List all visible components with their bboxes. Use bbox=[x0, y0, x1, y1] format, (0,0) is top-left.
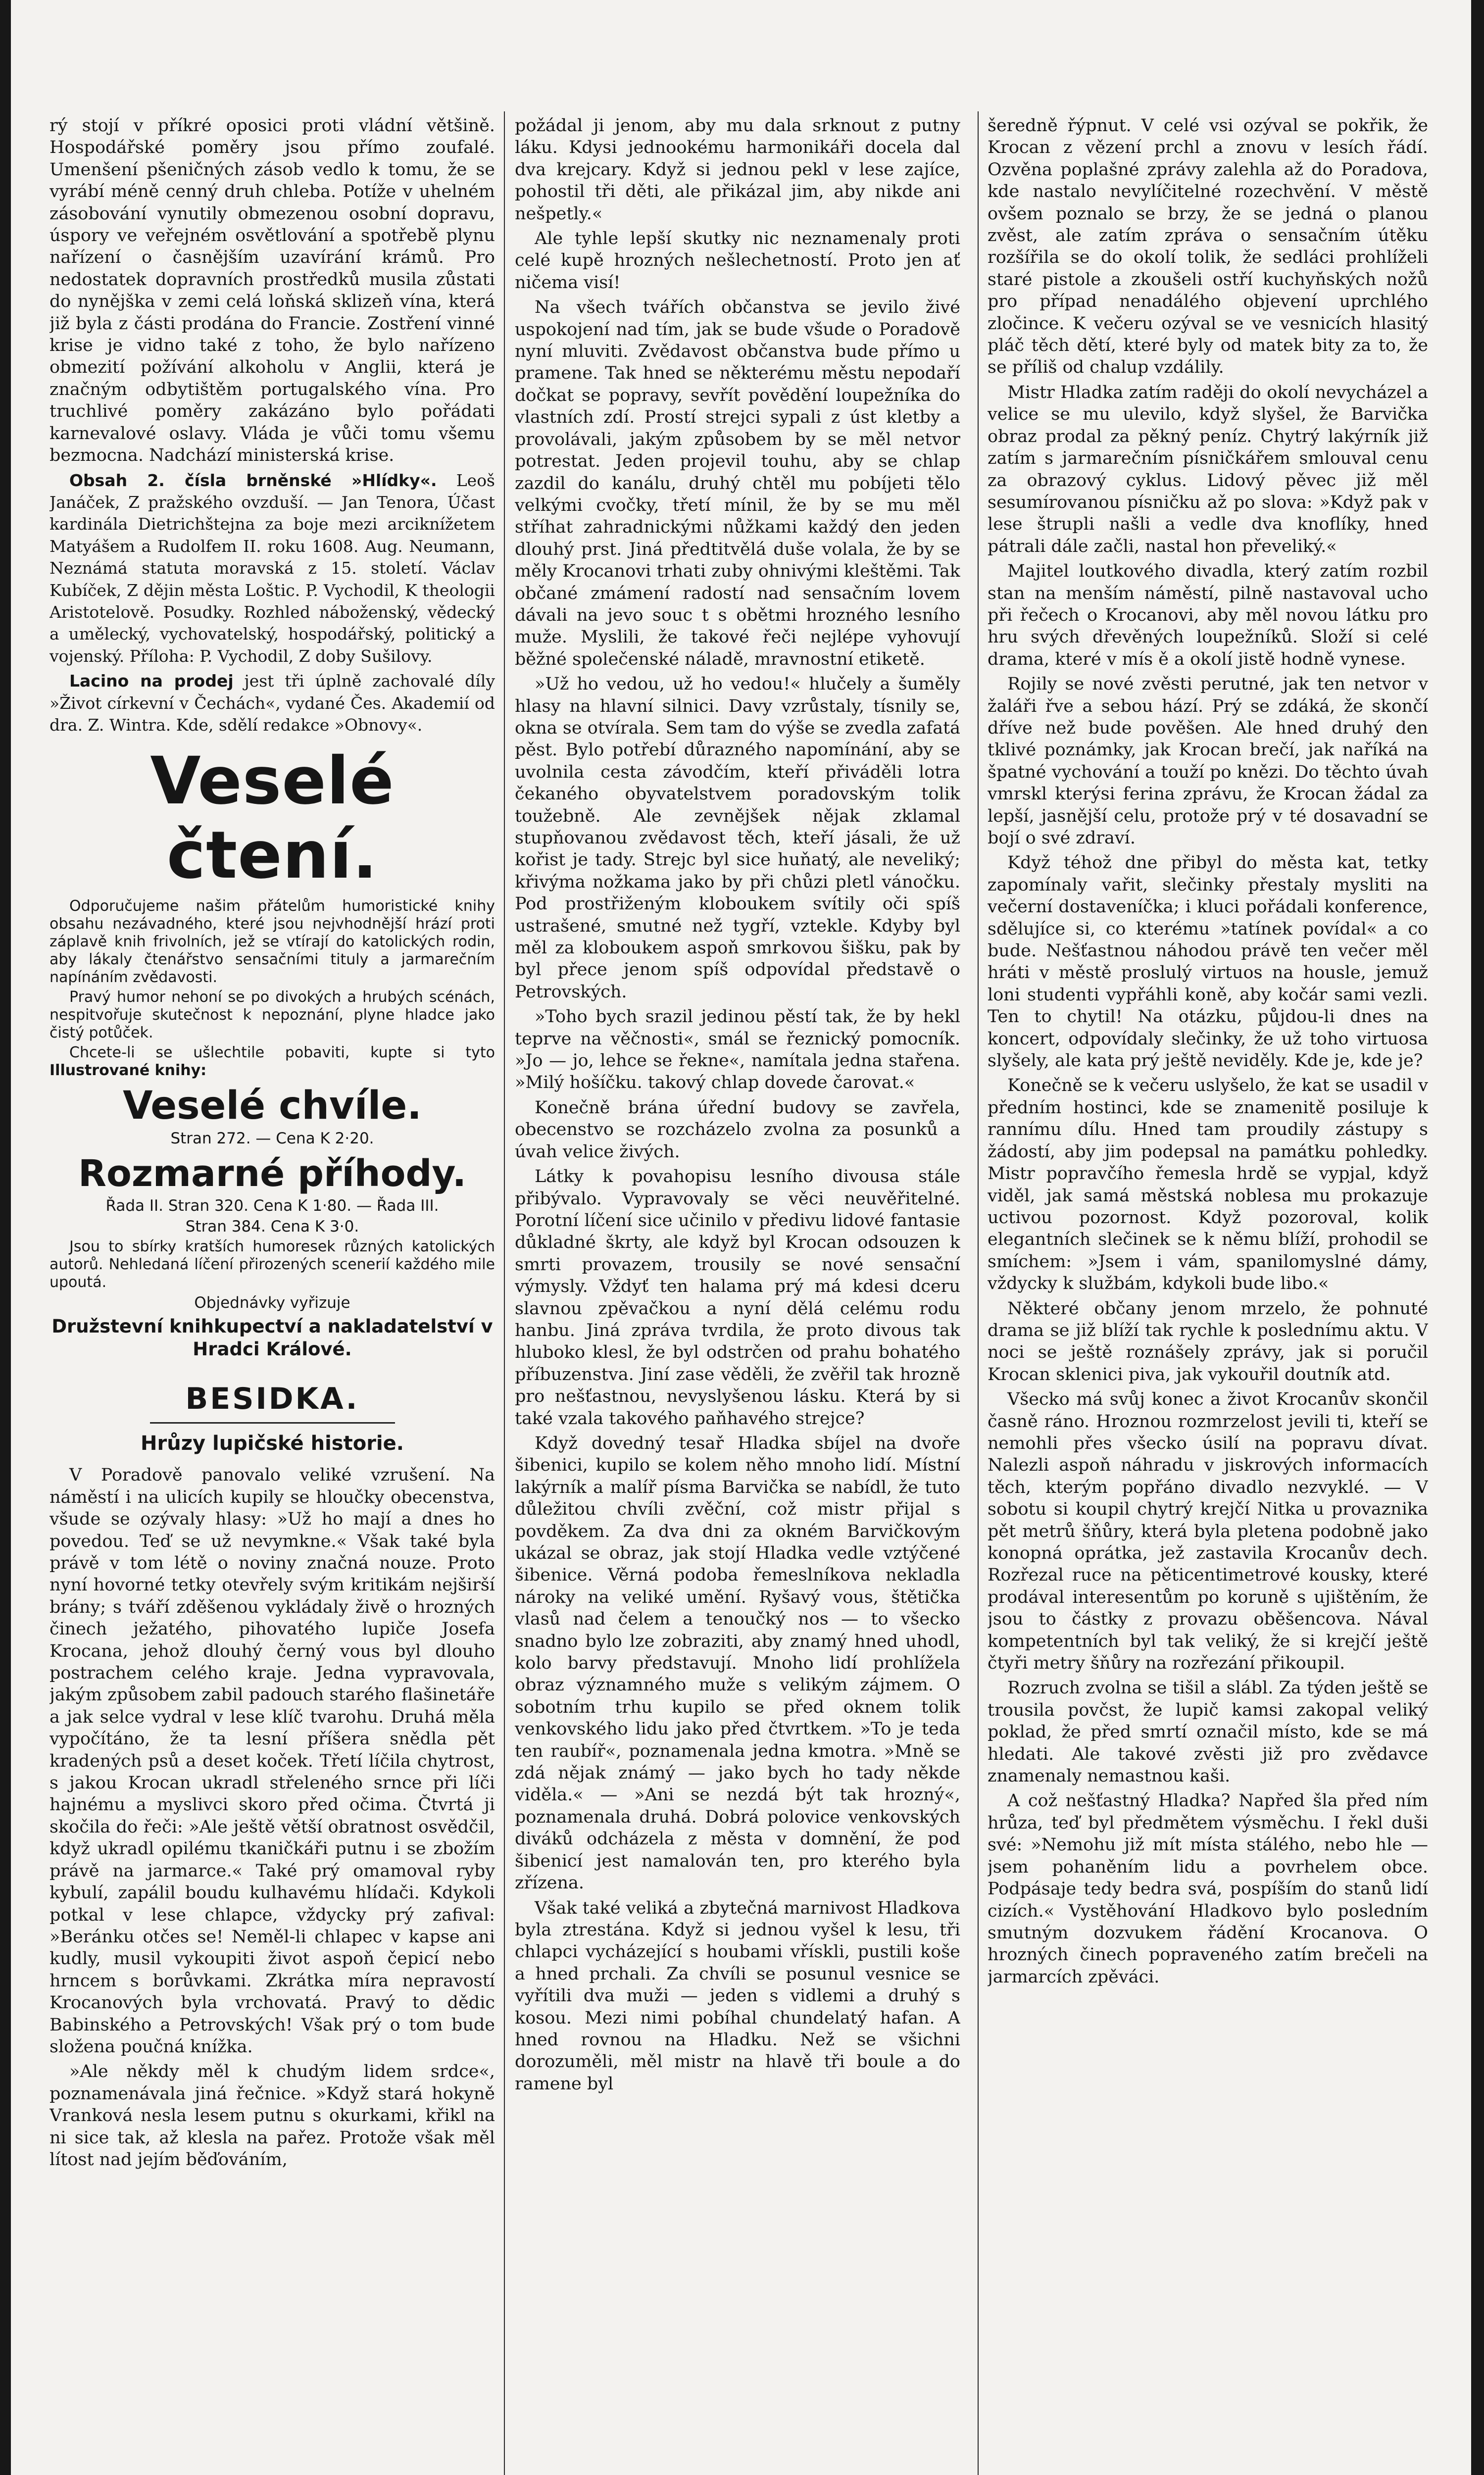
story-paragraph: A což nešťastný Hladka? Napřed šla před ním hrůza, teď byl předmětem výsměchu. I řekl duši své: »Nemohu již mít místa stálého, nebo hle — jsem pohaněním lidu a povrhelem obce. Podpásaje tedy bedra svá, pospíším do stanů lidí cizích.« Vystěhování Hladkovo bylo posledním smutným dozvukem řádění Krocanova. O hrozných činech popraveného zatím brečeli na jarmarcích zpěváci. bbox=[988, 1791, 1428, 1987]
section-heading: BESIDKA. bbox=[185, 1382, 359, 1417]
advert-paragraph: Pravý humor nehoní se po divokých a hrubých scénách, nespitvořuje skutečnost k nepoznání, plyne hladce jako čistý potůček. bbox=[49, 989, 495, 1042]
story-paragraph: Rojily se nové zvěsti perutné, jak ten netvor v žaláři řve a sebou hází. Prý se zdáká, že skončí dříve než bude pověšen. Ale hned druhý den tklivé poznámky, jak Krocan brečí, jak naříká na špatné vychování a touží po knězi. Do těchto úvah vmrskl kterýsi ferina zprávu, že Krocan žádal za lepší, jasnější celu, protože prý v té dosavadní se bojí o své zdraví. bbox=[988, 674, 1428, 848]
hlidka-contents-heading: Obsah 2. čísla brněnské »Hlídky«. bbox=[69, 470, 437, 490]
sale-notice-heading: Lacino na prodej bbox=[69, 671, 234, 691]
book-info-2b: Stran 384. Cena K 3·0. bbox=[185, 1218, 359, 1236]
sale-notice-body: jest tři úplně zachovalé díly »Život církevní v Čechách«, vydané Čes. Akademií od dra. Z. Wintra. Kde, sdělí redakce »Obnovy«. bbox=[49, 671, 495, 735]
story-paragraph: šeredně řýpnut. V celé vsi ozýval se pokřik, že Krocan z vězení prchl a znovu v lesích řádí. Ozvěna poplašné zprávy zalehla až do Poradova, kde nastalo nevylíčitelné rozechvění. V městě ovšem poznalo se brzy, že se jedná o planou zvěst, ale zatím zpráva o sensačním útěku rozšířila se do okolí tolik, že sedláci prohlíželi staré pistole a zkoušeli ostří kuchyňských nožů pro případ nenadálého objevení uprchlého zločince. K večeru ozýval se ve vesnicích hlasitý pláč těch dětí, které byly od matek bity za to, že se příliš od chalup vzdálily. bbox=[988, 116, 1428, 378]
story-paragraph: V Poradově panovalo veliké vzrušení. Na náměstí i na ulicích kupily se hloučky obecenstva, všude se ozývaly hlasy: »Už ho mají a dnes ho povedou. Teď se už nevymkne.« Však také byla právě v tom létě o noviny značná nouze. Proto nyní hovorné tetky otevřely svým kritikám nejširší brány; s tváří zděšenou vykládaly živě o hrozných činech ježatého, pihovatého lupiče Josefa Krocana, jehož dlouhý černý vous byl dlouho postrachem celého kraje. Jedna vypravovala, jakým způsobem zabil padouch starého flašinetáře a jak selce vydral v lese klíč tvarohu. Druhá měla vypočítáno, že ta lesní příšera snědla pět kradených psů a deset koček. Třetí líčila chytrost, s jakou Krocan ukradl střeleného srnce při líči hajnému a myslivci skoro před očima. Čtvrtá ji skočila do řeči: »Ale ještě větší obratnost osvědčil, když ukradl opilému tkaničkáři putnu i se zbožím právě na jarmarce.« Také prý omamoval ryby kybulí, zapálil boudu kulhavému hlídači. Kdykoli potkal v lese chlapce, vždycky prý zafival: »Beránku otčes se! Neměl-li chlapec v kapse ani kudly, musil vykoupiti život aspoň čepicí nebo hrncem s borůvkami. Zkrátka míra nepravostí Krocanových byla vrchovatá. Pravý to dědic Babinského a Petrovských! Však prý o tom bude složena poučná knížka. bbox=[49, 1465, 495, 2057]
book-title-2: Rozmarné příhody. bbox=[78, 1152, 466, 1195]
advert-paragraph: Jsou to sbírky kratších humoresek různých katolických autorů. Nehledaná líčení přirozených scenerií každého mile upoutá. bbox=[49, 1238, 495, 1291]
story-paragraph: Látky k povahopisu lesního divousa stále přibývalo. Vypravovaly se věci neuvěřitelné. Porotní líčení sice učinilo v předivu lidové fantasie důkladné škrty, ale když byl Krocan odsouzen k smrti provazem, trousily se nové sensační výmysly. Vždyť ten halama prý má kdesi dceru slavnou zpěvačkou a nyní dělá celému rodu hanbu. Jiná zpráva tvrdila, že proto divous tak hluboko klesl, že byl odstrčen od prahu bohatého příbuzenstva. Jiní zase věděli, že zvěřil tak hrozně pro nešťastnou, nevyslyšenou lásku. Která by si také vzala takového paňhavého strejce? bbox=[515, 1167, 960, 1429]
advert-paragraph bbox=[49, 1044, 495, 1080]
column-1 bbox=[49, 115, 495, 2475]
story-paragraph: Když dovedný tesař Hladka sbíjel na dvoře šibenici, kupilo se kolem něho mnoho lidí. Místní lakýrník a malíř písma Barvička se nabídl, že tuto důležitou chvíli zvěční, což mistr přijal s povděkem. Za dva dni za okném Barvičkovým ukázal se obraz, jak stojí Hladka vedle vztýčené šibenice. Věrná podoba řemeslníkova nekladla nároky na veliké umění. Ryšavý vous, štětička vlasů nad čelem a tenoučký nos — to všecko snadno bylo lze zobraziti, aby znamý hned uhodl, kolo barvy představují. Mnoho lidí prohlížela obraz významného muže s velikým zájmem. O sobotním trhu kupilo se před oknem tolik venkovského lidu jako před čtvrtkem. »To je teda ten raubíř«, poznamenala jedna kmotra. »Mně se zdá nějak známý — jako bych ho tady někde viděla.« — »Ani se nezdá být tak hrozný«, poznamenala druhá. Dobrá polovice venkovských diváků odcházela z města v domnění, že pod šibenicí jest namalován ten, pro kterého byla zřízena. bbox=[515, 1433, 960, 1893]
story-paragraph: Majitel loutkového divadla, který zatím rozbil stan na menším náměstí, pilně nastavoval ucho při řečech o Krocanovi, aby měl novou látku pro hru svých dřevěných loupežníků. Složí si celé drama, které v mís ě a okolí jistě hodně vynese. bbox=[988, 561, 1428, 669]
story-paragraph: Když téhož dne přibyl do města kat, tetky zapomínaly vařit, slečinky přestaly mysliti na večerní dostaveníčka; i kluci pořádali konference, sdělujíce si, co kterému »tatínek povídal« a co bude. Nešťastnou náhodou právě ten večer měl hráti v městě proslulý virtuos na housle, jemuž loni studenti vypřáhli koně, aby kočár sami vezli. Ten to chytil! Na otázku, půjdou-li dnes na koncert, odpovídaly slečinky, že už toho virtuosa slyšely, ale kata prý ještě neviděly. Kde je, kde je? bbox=[988, 853, 1428, 1071]
story-paragraph: Mistr Hladka zatím raději do okolí nevycházel a velice se mu ulevilo, když slyšel, že Barvička obraz prodal za pěkný peníz. Chytrý lakýrník již zatím s jarmarečním písničkářem smlouval cenu za obrazový cyklus. Lidový pěvec již měl sesumírovanou písničku až po slova: »Když pak v lese štrupli našli a vedle dva knoflíky, hned pátrali dále začli, nastal hon převeliký.« bbox=[988, 382, 1428, 556]
politics-paragraph: rý stojí v příkré oposici proti vládní většině. Hospodářské poměry jsou přímo zoufalé. Umenšení pšeničných zásob vedlo k tomu, že se vyrábí méně cenný druh chleba. Potíže v uhelném zásobování vynutily obmezenou osobní dopravu, úspory ve veřejném osvětlování a spotřebě plynu nařízení o časnějším uzavírání krámů. Pro nedostatek dopravních prostředků musila zůstati do nynějška v zemi celá loňská sklizeň vína, která již byla z části prodána do Francie. Zostření vinné krise je vidno také z toho, že bylo nařízeno obmezití požívání alkoholu v Anglii, která je značným odbytištěm portugalského vína. Pro truchlivé poměry zakázáno bylo pořádati karnevalové oslavy. Vláda je vůči tomu všemu bezmocna. Nadchází ministerská krise. bbox=[49, 116, 495, 466]
story-paragraph: Některé občany jenom mrzelo, že pohnuté drama se již blíží tak rychle k poslednímu aktu. V noci se ještě roznášely zprávy, jak si poručil Krocan sklenici piva, jak vykouřil doutník atd. bbox=[988, 1298, 1428, 1385]
column-rule bbox=[504, 111, 505, 2475]
story-paragraph: Konečně brána úřední budovy se zavřela, obecenstvo se rozcházelo zvolna za posunků a úvah velice živých. bbox=[515, 1097, 960, 1162]
advert-cta: Chcete-li se ušlechtile pobaviti, kupte si tyto bbox=[69, 1044, 495, 1062]
advert-cta-bold: Illustrované knihy: bbox=[49, 1062, 207, 1080]
section-divider bbox=[150, 1422, 395, 1424]
story-paragraph: Na všech tvářích občanstva se jevilo živé uspokojení nad tím, jak se bude všude o Poradově nyní mluviti. Zvědavost občanstva bude přímo u pramene. Tak hned se některému městu nepodaří dočkat se popravy, sevřít povědění loupežníka do vlastních zdí. Prostí strejci sypali z úst kletby a provolávali, jakým způsobem by se měl netvor potrestat. Jeden projevil touhu, aby se chlap zazdil do kanálu, druhý chtěl mu pobíjeti tělo velkými cvočky, třetí mínil, že by se mu měl stříhat zahradnickými nůžkami každý den jeden dlouhý prst. Jiná předtitvělá duše volala, že by se měly Krocanovi trhati zuby ohnivými kleštěmi. Tak občané zmámení radostí nad sensačním lovem dávali na jevo souc t s obětmi hrozného lesního muže. Myslili, že takové řeči nejlépe vyhovují běžné společenské náladě, mravnostní etiketě. bbox=[515, 297, 960, 669]
column-2 bbox=[515, 115, 960, 2475]
story-paragraph: Rozruch zvolna se tišil a slábl. Za týden ještě se trousila povčst, že lupič kamsi zakopal veliký poklad, že před smrtí označil místo, kde se má hledati. Ale takové zvěsti již pro zvědavce znamenaly nemastnou kaši. bbox=[988, 1678, 1428, 1786]
scan-edge-left bbox=[0, 0, 11, 2475]
hlidka-contents bbox=[49, 470, 495, 668]
publisher-name: Družstevní knihkupectví a nakladatelství v Hradci Králové. bbox=[51, 1316, 493, 1360]
scan-edge-right bbox=[1471, 0, 1484, 2475]
story-paragraph: »Už ho vedou, už ho vedou!« hlučely a šuměly hlasy na hlavní silnici. Davy vzrůstaly, tísnily se, okna se otvírala. Sem tam do výše se zvedla zafatá pěst. Bylo potřebí důrazného napomínání, aby se uvolnila cesta závodčím, kteří přiváděli lotra čekaného obyvatelstvem poradovským tolik toužebně. Ale zevnějšek nějak zklamal stupňovanou zvědavost těch, kteří jásali, že už kořist je tady. Strejc byl sice huňatý, ale neveliký; křivýma nožkama jako by při chůzi pletl vánočku. Pod prostřiženým kloboukem svítily oči spíš ustrašené, smutné než tygří, vztekle. Kdyby byl měl za kloboukem aspoň smrkovou šišku, pak by byl přece jenom spíš odpovídal představě o Petrovských. bbox=[515, 674, 960, 1002]
story-paragraph: Konečně se k večeru uslyšelo, že kat se usadil v předním hostinci, kde se znamenitě posiluje k rannímu dílu. Hned tam proudily zástupy s žádostí, aby jim podepsal na památku pohledky. Mistr popravčího řemesla hrdě se vypjal, když viděl, jak samá městská noblesa mu prokazuje uctivou pozornost. Když pozoroval, kolik elegantních slečinek se k němu blíží, prohodil se smíchem: »Jsem i vám, spanilomyslné dámy, vždycky k službám, kdykoli bude libo.« bbox=[988, 1076, 1428, 1294]
story-paragraph: Ale tyhle lepší skutky nic neznamenaly proti celé kupě hrozných nešlechetností. Proto jen ať ničema visí! bbox=[515, 229, 960, 293]
story-paragraph: »Ale někdy měl k chudým lidem srdce«, poznamenávala jiná řečnice. »Když stará hokyně Vranková nesla lesem putnu s okurkami, křikl na ni sice tak, až klesla na pařez. Protože však měl lítost nad jejím běďováním, bbox=[49, 2062, 495, 2170]
sale-notice bbox=[49, 670, 495, 736]
column-rule bbox=[978, 111, 979, 2475]
book-info-2: Řada II. Stran 320. Cena K 1·80. — Řada III. bbox=[105, 1197, 439, 1215]
hlidka-contents-body: Leoš Janáček, Z pražského ovzduší. — Jan Tenora, Účast kardinála Dietrichštejna za boje mezi arciknížetem Matyášem a Rudolfem II. roku 1608. Aug. Neumann, Neznámá statuta moravská z 15. století. Václav Kubíček, Z dějin města Loštic. P. Vychodil, K theologii Aristotelově. Posudky. Rozhled náboženský, vědecký a umělecký, vychovatelský, hospodářský, politický a vojenský. Příloha: P. Vychodil, Z doby Sušilovy. bbox=[49, 470, 495, 666]
column-3 bbox=[988, 115, 1428, 2475]
story-paragraph: Však také veliká a zbytečná marnivost Hladkova byla ztrestána. Když si jednou vyšel k lesu, tři chlapci vycházející s houbami vřískli, pustili koše a hned prchali. Za chvíli se posunul vesnice se vyřítili dva muži — jeden s vidlemi a druhý s kosou. Mezi nimi pobíhal chundelatý hafan. A hned rovnou na Hladku. Než se všichni dorozuměli, měl mistr na hlavě tři boule a do ramene byl bbox=[515, 1898, 960, 2094]
story-paragraph: Všecko má svůj konec a život Krocanův skončil časně ráno. Hroznou rozmrzelost jevili ti, kteří se nemohli přes všecko úsilí na popravu dívat. Nalezli aspoň náhradu v jiskrových informacích těch, kterým popřáno divadlo nezvyklé. — V sobotu si koupil chytrý krejčí Nitka u provaznika pět metrů šňůry, která byla pletena podobně jako konopná oprátka, jež zastavila Krocanův dech. Rozřezal ruce na pěticentimetrové kousky, které prodával interesentům po koruně s ujištěním, že jsou to částky z provazu oběšencova. Nával kompetentních byl tak veliký, že si krejčí ještě čtyři metry šňůry na rozřezání přikoupil. bbox=[988, 1389, 1428, 1674]
advert-orders: Objednávky vyřizuje bbox=[194, 1294, 350, 1312]
story-paragraph: »Toho bych srazil jedinou pěstí tak, že by hekl teprve na věčnosti«, smál se řeznický pomocník. »Jo — jo, lehce se řekne«, namítala jedna stařena. »Milý hošíčku. takový chlap dovede čarovat.« bbox=[515, 1007, 960, 1093]
story-paragraph: požádal ji jenom, aby mu dala srknout z putny láku. Kdysi jednookému harmonikáři docela dal dva krejcary. Když si jednou pekl v lese zajíce, pohostil tři děti, ale přikázal jim, aby nikde ani nešpetly.« bbox=[515, 116, 960, 224]
story-title: Hrůzy lupičské historie. bbox=[141, 1432, 404, 1455]
advert-paragraph: Odporučujeme našim přátelům humoristické knihy obsahu nezávadného, které jsou nejvhodnější hrází proti záplavě knih frivolních, jež se vtírají do katolických rodin, aby lákaly čtenářstvo sensačními tituly a jarmarečním napínáním zvědavosti. bbox=[49, 897, 495, 987]
advert-title: Veselé čtení. bbox=[150, 743, 395, 894]
book-info-1: Stran 272. — Cena K 2·20. bbox=[170, 1130, 374, 1148]
book-title-1: Veselé chvíle. bbox=[123, 1084, 422, 1129]
